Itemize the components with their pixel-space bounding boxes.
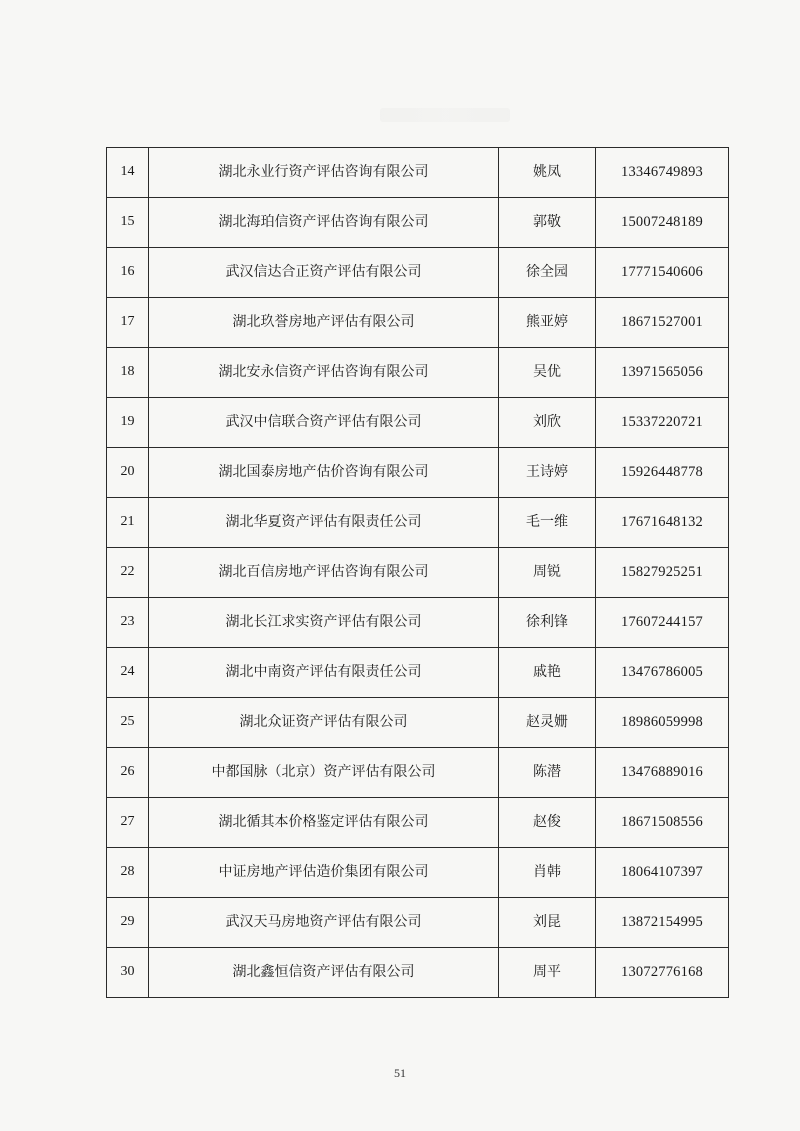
contact-person-cell: 赵俊 (499, 798, 596, 848)
contact-person-cell: 熊亚婷 (499, 298, 596, 348)
row-number-cell: 17 (107, 298, 149, 348)
contact-person-cell: 周锐 (499, 548, 596, 598)
company-name-cell: 中都国脉（北京）资产评估有限公司 (149, 748, 499, 798)
company-name-cell: 湖北循其本价格鉴定评估有限公司 (149, 798, 499, 848)
company-name-cell: 湖北国泰房地产估价咨询有限公司 (149, 448, 499, 498)
company-name-cell: 武汉天马房地资产评估有限公司 (149, 898, 499, 948)
phone-number-cell: 18671508556 (596, 798, 729, 848)
contact-person-cell: 陈潜 (499, 748, 596, 798)
phone-number-cell: 13346749893 (596, 148, 729, 198)
row-number-cell: 15 (107, 198, 149, 248)
phone-number-cell: 13072776168 (596, 948, 729, 998)
table-row (107, 698, 729, 748)
table-row (107, 848, 729, 898)
table-row (107, 398, 729, 448)
phone-number-cell: 13872154995 (596, 898, 729, 948)
table-row (107, 298, 729, 348)
company-name-cell: 湖北玖誉房地产评估有限公司 (149, 298, 499, 348)
company-name-cell: 湖北永业行资产评估咨询有限公司 (149, 148, 499, 198)
row-number-cell: 30 (107, 948, 149, 998)
row-number-cell: 29 (107, 898, 149, 948)
phone-number-cell: 18986059998 (596, 698, 729, 748)
contact-person-cell: 王诗婷 (499, 448, 596, 498)
row-number-cell: 20 (107, 448, 149, 498)
company-name-cell: 湖北鑫恒信资产评估有限公司 (149, 948, 499, 998)
row-number-cell: 26 (107, 748, 149, 798)
phone-number-cell: 13476786005 (596, 648, 729, 698)
company-name-cell: 湖北长江求实资产评估有限公司 (149, 598, 499, 648)
row-number-cell: 21 (107, 498, 149, 548)
company-name-cell: 湖北百信房地产评估咨询有限公司 (149, 548, 499, 598)
company-name-cell: 湖北安永信资产评估咨询有限公司 (149, 348, 499, 398)
company-name-cell: 湖北众证资产评估有限公司 (149, 698, 499, 748)
contact-person-cell: 肖韩 (499, 848, 596, 898)
company-name-cell: 湖北海珀信资产评估咨询有限公司 (149, 198, 499, 248)
company-name-cell: 湖北中南资产评估有限责任公司 (149, 648, 499, 698)
row-number-cell: 18 (107, 348, 149, 398)
phone-number-cell: 17607244157 (596, 598, 729, 648)
row-number-cell: 24 (107, 648, 149, 698)
contact-person-cell: 徐利锋 (499, 598, 596, 648)
table-row (107, 798, 729, 848)
table-row (107, 248, 729, 298)
table-row (107, 548, 729, 598)
company-name-cell: 武汉信达合正资产评估有限公司 (149, 248, 499, 298)
row-number-cell: 27 (107, 798, 149, 848)
phone-number-cell: 18064107397 (596, 848, 729, 898)
contact-person-cell: 周平 (499, 948, 596, 998)
phone-number-cell: 15337220721 (596, 398, 729, 448)
table-row (107, 898, 729, 948)
faded-header-mark (380, 108, 510, 122)
table-row (107, 348, 729, 398)
phone-number-cell: 17771540606 (596, 248, 729, 298)
row-number-cell: 16 (107, 248, 149, 298)
phone-number-cell: 13476889016 (596, 748, 729, 798)
phone-number-cell: 13971565056 (596, 348, 729, 398)
table-row (107, 748, 729, 798)
table-body (107, 148, 729, 998)
row-number-cell: 14 (107, 148, 149, 198)
company-contact-table (106, 147, 729, 998)
phone-number-cell: 15827925251 (596, 548, 729, 598)
contact-person-cell: 刘欣 (499, 398, 596, 448)
contact-person-cell: 刘昆 (499, 898, 596, 948)
company-name-cell: 中证房地产评估造价集团有限公司 (149, 848, 499, 898)
page-number: 51 (394, 1066, 406, 1080)
table-row (107, 648, 729, 698)
row-number-cell: 19 (107, 398, 149, 448)
phone-number-cell: 15926448778 (596, 448, 729, 498)
contact-person-cell: 姚凤 (499, 148, 596, 198)
row-number-cell: 22 (107, 548, 149, 598)
row-number-cell: 25 (107, 698, 149, 748)
contact-person-cell: 赵灵姗 (499, 698, 596, 748)
phone-number-cell: 15007248189 (596, 198, 729, 248)
table-row (107, 198, 729, 248)
row-number-cell: 23 (107, 598, 149, 648)
phone-number-cell: 17671648132 (596, 498, 729, 548)
company-name-cell: 湖北华夏资产评估有限责任公司 (149, 498, 499, 548)
company-name-cell: 武汉中信联合资产评估有限公司 (149, 398, 499, 448)
contact-person-cell: 戚艳 (499, 648, 596, 698)
table-row (107, 598, 729, 648)
contact-person-cell: 毛一维 (499, 498, 596, 548)
phone-number-cell: 18671527001 (596, 298, 729, 348)
contact-person-cell: 徐全园 (499, 248, 596, 298)
row-number-cell: 28 (107, 848, 149, 898)
table-row (107, 498, 729, 548)
table-row (107, 148, 729, 198)
table-row (107, 448, 729, 498)
contact-person-cell: 郭敬 (499, 198, 596, 248)
table-row (107, 948, 729, 998)
contact-person-cell: 吴优 (499, 348, 596, 398)
